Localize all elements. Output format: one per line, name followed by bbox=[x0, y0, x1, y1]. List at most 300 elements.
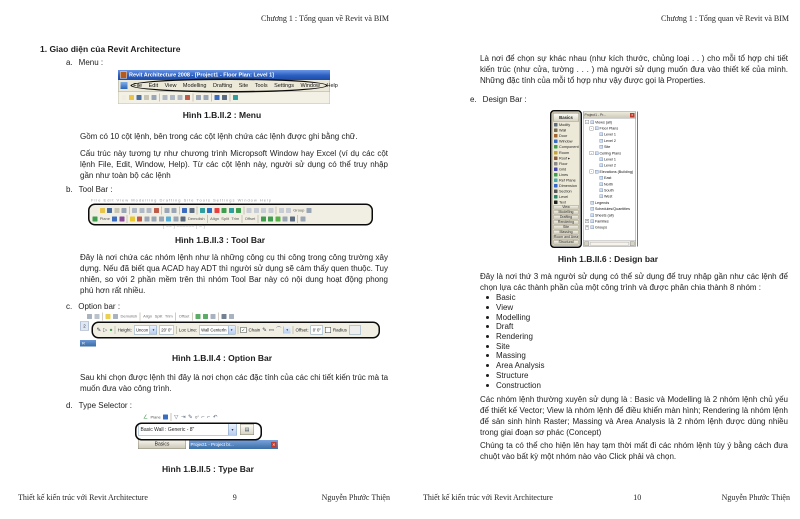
tree-node-icon bbox=[590, 213, 594, 217]
tree-label: Level 2 bbox=[604, 138, 616, 143]
separator bbox=[297, 215, 298, 223]
toolbar-icon bbox=[204, 95, 209, 100]
tree-node-icon bbox=[595, 151, 599, 155]
tool-label: Level bbox=[559, 194, 569, 200]
tool-icon bbox=[554, 129, 558, 133]
tool-icon bbox=[554, 178, 558, 182]
tree-expander-icon: + bbox=[585, 219, 589, 223]
project-browser-titlebar: Project1 - Pr... ✕ bbox=[584, 113, 634, 117]
tree-node-icon bbox=[599, 188, 603, 192]
tree-label: Level 1 bbox=[604, 157, 616, 162]
project-browser-tree bbox=[584, 119, 636, 231]
toolbar-icon bbox=[119, 216, 124, 221]
annotation-oval bbox=[131, 79, 328, 93]
toolbar-label: Offset bbox=[244, 216, 256, 221]
toolbar-row-2 bbox=[93, 215, 369, 224]
separator bbox=[207, 215, 208, 223]
toolbar-glyph-icon: ⇥ bbox=[180, 413, 186, 420]
toolbar-icon bbox=[93, 208, 98, 213]
separator bbox=[161, 206, 162, 214]
tree-expander-icon: - bbox=[590, 151, 593, 155]
tool-label: Lines bbox=[559, 172, 569, 177]
toolbar-label: Align bbox=[143, 314, 153, 319]
tree-label: Sheets (all) bbox=[595, 212, 614, 218]
item-e-letter: e. bbox=[470, 95, 477, 104]
dropdown-arrow-icon: ▾ bbox=[150, 326, 157, 334]
item-b-toolbar bbox=[66, 185, 112, 194]
tree-node-icon bbox=[590, 219, 594, 223]
separator bbox=[211, 94, 212, 102]
bullet-icon bbox=[486, 296, 489, 299]
toolbar-icon bbox=[132, 208, 137, 213]
figure-caption-toolbar: Hình 1.B.II.3 : Tool Bar bbox=[174, 235, 266, 245]
toolbar-icon bbox=[261, 208, 266, 213]
page-footer bbox=[18, 493, 390, 502]
toolbar-icon bbox=[113, 314, 118, 319]
footer-author: Nguyễn Phước Thiện bbox=[321, 493, 390, 502]
paragraph: Chúng ta có thể cho hiện lên hay tạm thời mất đi các nhóm lệnh tùy ý bằng cách đưa chuột vào bất kỳ một nhóm nào vào Click phải và chọn. bbox=[480, 441, 788, 461]
toolbar-icon bbox=[130, 216, 135, 221]
design-tab-rendering: Rendering bbox=[554, 220, 579, 225]
draw-rect-icon: ▭ bbox=[268, 326, 275, 333]
toolbar-icon bbox=[147, 208, 152, 213]
design-tab-structural: Structural bbox=[554, 240, 579, 245]
tool-label: Section bbox=[559, 189, 572, 194]
toolbar-icon bbox=[173, 216, 178, 221]
height-label: Height: bbox=[117, 327, 132, 333]
toolbar-icon bbox=[261, 216, 266, 221]
item-e-title: Design Bar : bbox=[482, 95, 527, 104]
toolbar-icon bbox=[87, 314, 92, 319]
section-title: 1. Giao diện của Revit Architecture bbox=[40, 44, 181, 54]
loc-line-combo: Wall Centerln ▾ bbox=[199, 326, 235, 335]
toolbar-glyph-icon: ∠ bbox=[143, 413, 148, 420]
bullet-label: View bbox=[496, 303, 514, 313]
annotation-box bbox=[135, 423, 262, 441]
item-c-title: Option bar : bbox=[78, 302, 121, 311]
item-e-designbar bbox=[470, 95, 527, 104]
toolbar-icon bbox=[106, 314, 111, 319]
toolbar-icon bbox=[144, 216, 149, 221]
toolbar-label: Plane bbox=[99, 216, 110, 221]
design-bar-tabs bbox=[554, 205, 579, 245]
toolbar-icon bbox=[93, 216, 98, 221]
separator bbox=[243, 206, 244, 214]
tool-icon bbox=[554, 151, 558, 155]
option-bar bbox=[92, 322, 381, 339]
toolbar-icon bbox=[236, 208, 241, 213]
toolbar-icon bbox=[159, 216, 164, 221]
project-icon bbox=[121, 82, 128, 89]
revit-app-icon bbox=[120, 72, 127, 79]
toolbar-label: Split bbox=[154, 314, 163, 319]
bullet-item-rendering bbox=[486, 332, 544, 342]
toolbar-icon bbox=[268, 208, 273, 213]
item-a-letter: a. bbox=[66, 58, 73, 67]
radius-field bbox=[349, 326, 361, 335]
menu-item-modelling: Modelling bbox=[182, 82, 207, 89]
bullet-label: Rendering bbox=[496, 332, 533, 342]
tree-label: Views (all) bbox=[595, 119, 612, 125]
toolbar-icon bbox=[152, 95, 157, 100]
toolbar-icon bbox=[166, 216, 171, 221]
item-c-letter: c. bbox=[66, 302, 73, 311]
menu-item-help: Help bbox=[326, 82, 338, 89]
paragraph: Đây là nơi thứ 3 mà người sử dụng có thể sử dụng để truy nhập gần như các lệnh để chọn lựa các thành phần của một công trình và được phân chia thành 8 nhóm : bbox=[480, 272, 788, 292]
tree-label: Floor Plans bbox=[599, 126, 619, 131]
height-combo: Uncon ▾ bbox=[134, 326, 157, 335]
properties-button: ▤ bbox=[240, 424, 254, 435]
menu-item-tools: Tools bbox=[254, 82, 268, 89]
tree-label: Ceiling Plans bbox=[599, 150, 622, 156]
bullet-icon bbox=[486, 335, 489, 338]
toolbar-icon bbox=[221, 314, 226, 319]
bullet-icon bbox=[486, 364, 489, 367]
toolbar-icon bbox=[137, 95, 142, 100]
footer-book-title: Thiết kế kiến trúc với Revit Architecture bbox=[423, 493, 553, 502]
figure-caption-typeselector: Hình 1.B.II.5 : Type Bar bbox=[162, 464, 254, 474]
separator bbox=[276, 206, 277, 214]
bullet-item-modelling bbox=[486, 312, 544, 322]
draw-arc-icon: ⌒ bbox=[276, 326, 282, 333]
pick-cursor-icon: ▷ bbox=[103, 326, 108, 333]
revit-menubar bbox=[118, 80, 338, 92]
figure-designbar-screenshot bbox=[550, 110, 642, 248]
chapter-header: Chương 1 : Tổng quan về Revit và BIM bbox=[261, 14, 389, 23]
toolbar-icon bbox=[215, 95, 220, 100]
toolbar-icon bbox=[214, 208, 219, 213]
toolbar-icon bbox=[286, 208, 291, 213]
dropdown-arrow-icon: ▾ bbox=[284, 327, 291, 334]
toolbar-glyph-icon: ✎ bbox=[188, 413, 193, 420]
toolbar-icon bbox=[122, 208, 127, 213]
annotation-box bbox=[88, 204, 373, 226]
tool-icon bbox=[554, 173, 558, 177]
toolbar-partial-row bbox=[80, 312, 380, 321]
bullet-item-structure bbox=[486, 371, 544, 381]
footer-book-title: Thiết kế kiến trúc với Revit Architecture bbox=[18, 493, 148, 502]
paragraph: Cấu trúc này tương tự như chương trình Micropsoft Window hay Excel (ví dụ các cột lệnh File, Edit, Window, Help). Từ các cột lệnh này, người sử dụng có thể truy nhập gần như toàn bộ các lệnh bbox=[80, 149, 388, 180]
tree-label: Legends bbox=[595, 200, 610, 205]
toolbar-icon bbox=[122, 95, 127, 100]
bullet-icon bbox=[486, 306, 489, 309]
toolbar-icon bbox=[163, 95, 168, 100]
toolbar-icon bbox=[164, 208, 169, 213]
toolbar-icon bbox=[222, 95, 227, 100]
page-right bbox=[400, 0, 800, 519]
toolbar-icon bbox=[189, 208, 194, 213]
page-number: 10 bbox=[633, 493, 642, 502]
toolbar-icon bbox=[129, 95, 134, 100]
toolbar-icon bbox=[139, 208, 144, 213]
tree-label: Level 2 bbox=[604, 163, 616, 168]
pick-walls-icon: ● bbox=[109, 326, 113, 333]
toolbar-label: Split bbox=[221, 216, 230, 221]
toolbar-icon bbox=[222, 208, 227, 213]
close-icon: ✕ bbox=[630, 113, 634, 117]
bullet-icon bbox=[486, 354, 489, 357]
toolbar-label: Trim bbox=[231, 216, 240, 221]
tool-icon bbox=[554, 156, 558, 160]
toolbar-icon bbox=[254, 208, 259, 213]
tool-icon bbox=[554, 184, 558, 188]
design-tab-view: View bbox=[554, 205, 579, 210]
separator bbox=[140, 312, 141, 320]
separator bbox=[192, 312, 193, 320]
design-groups-bullet-list bbox=[486, 293, 544, 390]
separator bbox=[197, 206, 198, 214]
offset-label: Offset: bbox=[295, 327, 309, 333]
toolbar-icon bbox=[152, 216, 157, 221]
figure-typeselector-screenshot bbox=[138, 412, 278, 458]
separator bbox=[179, 206, 180, 214]
toolbar-glyph-icon: ⌐ bbox=[201, 413, 205, 420]
toolbar-icon bbox=[210, 314, 215, 319]
tree-node-icon bbox=[599, 145, 603, 149]
tool-icon bbox=[554, 162, 558, 166]
toolbar-icon bbox=[300, 216, 305, 221]
menu-item-site: Site bbox=[238, 82, 249, 89]
project-browser-window bbox=[583, 112, 636, 247]
design-bar-panel bbox=[552, 112, 580, 246]
toolbar-icon bbox=[203, 314, 208, 319]
tool-icon bbox=[554, 123, 558, 127]
bullet-label: Site bbox=[496, 341, 510, 351]
bullet-icon bbox=[486, 345, 489, 348]
revit-toolbar-partial bbox=[118, 92, 330, 105]
menu-item-window: Window bbox=[300, 82, 321, 89]
toolbar-label: Plane bbox=[150, 414, 161, 420]
tree-expander-icon: - bbox=[586, 120, 588, 124]
page-number: 9 bbox=[232, 493, 237, 502]
toolbar-icon bbox=[100, 208, 105, 213]
tree-node-icon bbox=[599, 195, 603, 199]
toolbar-label: Trim bbox=[164, 314, 173, 319]
menu-item-view: View bbox=[164, 82, 177, 89]
design-tab-massing: Massing bbox=[554, 230, 579, 235]
dropdown-arrow-icon: ▾ bbox=[228, 424, 237, 435]
page-footer bbox=[423, 493, 790, 502]
paragraph: Đây là nơi chứa các nhóm lệnh như là những công cụ thi công trong công trường xây dựng. Nếu đã biết qua ACAD hay ADT thì người sử dụng sẽ cảm thấy quen thuộc. Tuy nhiên, so với 2 phần mềm trên thì nhóm Tool Bar này có nội dung hoạt động phong phú hơn rất nhiều. bbox=[80, 253, 388, 295]
toolbar-icon bbox=[268, 216, 273, 221]
bullet-label: Draft bbox=[496, 322, 514, 332]
toolbar-icon bbox=[178, 95, 183, 100]
tool-icon bbox=[554, 140, 558, 144]
tree-node-icon bbox=[599, 164, 603, 168]
tree-node-icon bbox=[595, 127, 599, 131]
toolbar-partial-row bbox=[138, 412, 278, 422]
bullet-item-construction bbox=[486, 380, 544, 390]
toolbar-icon bbox=[207, 208, 212, 213]
figure-optionbar-screenshot bbox=[80, 312, 380, 349]
separator bbox=[159, 94, 160, 102]
toolbar-fragment: ( ── ) ────── ( ─ ) bbox=[163, 225, 206, 229]
figure-caption-optionbar: Hình 1.B.II.4 : Option Bar bbox=[171, 353, 273, 363]
toolbar-glyph-icon: ↶ bbox=[212, 413, 218, 420]
toolbar-label: Group bbox=[293, 208, 305, 213]
chain-checkbox: ✓ bbox=[241, 327, 246, 333]
toolbar-label: Demolish bbox=[120, 314, 138, 319]
tool-label: Grid bbox=[559, 166, 567, 172]
bullet-icon bbox=[486, 384, 489, 387]
tree-node-icon bbox=[590, 207, 594, 211]
toolbar-glyph-icon: ▽ bbox=[174, 413, 179, 420]
scroll-left-icon bbox=[585, 241, 590, 246]
toolbar-icon bbox=[172, 208, 177, 213]
separator bbox=[175, 312, 176, 320]
separator bbox=[102, 312, 103, 320]
offset-field: 0' 0" bbox=[312, 327, 321, 333]
tool-icon bbox=[554, 167, 558, 171]
toolbar-icon bbox=[112, 216, 117, 221]
bullet-item-area-analysis bbox=[486, 361, 544, 371]
bullet-label: Structure bbox=[496, 370, 529, 380]
toolbar-label: 0° bbox=[195, 414, 199, 420]
bullet-item-basic bbox=[486, 293, 544, 303]
bullet-icon bbox=[486, 374, 489, 377]
item-a-title: Menu : bbox=[78, 58, 104, 67]
tool-label: Floor bbox=[559, 161, 568, 166]
toolbar-label: Offset bbox=[178, 314, 190, 319]
toolbar-icon bbox=[170, 95, 175, 100]
tool-label: Dimension bbox=[559, 183, 577, 189]
tool-icon bbox=[554, 145, 558, 149]
project-window-titlebar: Project1 - Project br... ✕ bbox=[189, 440, 278, 449]
tree-label: North bbox=[604, 181, 614, 187]
radius-checkbox bbox=[325, 327, 331, 333]
tree-label: Groups bbox=[595, 225, 608, 230]
separator bbox=[127, 215, 128, 223]
menu-item-file: File bbox=[133, 82, 143, 89]
tool-icon bbox=[554, 190, 558, 194]
separator bbox=[218, 312, 219, 320]
toolbar-icon bbox=[290, 216, 295, 221]
toolbar-icon bbox=[233, 95, 238, 100]
tree-label: West bbox=[604, 194, 613, 199]
tool-label: Component bbox=[559, 144, 579, 150]
scrollbar bbox=[590, 242, 629, 246]
tree-node-icon bbox=[599, 176, 603, 180]
tool-icon bbox=[554, 134, 558, 138]
toolbar-icon bbox=[182, 208, 187, 213]
tree-label: South bbox=[604, 187, 614, 193]
toolbar-icon bbox=[229, 208, 234, 213]
design-tab-room-and-area: Room and Area bbox=[553, 235, 579, 239]
menu-item-settings: Settings bbox=[274, 82, 294, 89]
tool-label: Ref Plane bbox=[559, 177, 576, 183]
mini-menu-text: File Edit View Modelling Drafting Site Tools Settings Window Help bbox=[91, 198, 273, 203]
toolbar-icon bbox=[279, 208, 284, 213]
item-a-menu bbox=[66, 58, 103, 67]
revit-window-title: Revit Architecture 2008 - [Project1 - Floor Plan: Level 1] bbox=[129, 72, 274, 78]
toolbar-icon bbox=[195, 314, 200, 319]
item-d-title: Type Selector : bbox=[78, 401, 133, 410]
separator bbox=[171, 413, 172, 421]
loc-line-label: Loc Line: bbox=[178, 327, 198, 333]
chapter-header: Chương 1 : Tổng quan về Revit và BIM bbox=[661, 14, 789, 23]
bullet-label: Massing bbox=[496, 351, 526, 361]
paragraph: Là nơi để chọn sự khác nhau (như kích thước, chủng loại . . ) cho mỗi tổ hợp chi tiết kiến trúc (như cửa, tường . . . ) mà người sử dụng muốn đưa vào thiết kế của mình. Những đặc tính của mỗi tổ hợp như vậy được gọi là Properties. bbox=[480, 54, 788, 85]
toolbar-icon bbox=[114, 208, 119, 213]
bullet-label: Basic bbox=[496, 293, 516, 303]
type-selector-combo: Basic Wall : Generic - 8" ▾ bbox=[138, 424, 237, 436]
toolbar-icon bbox=[154, 208, 159, 213]
bullet-label: Modelling bbox=[496, 312, 531, 322]
bullet-icon bbox=[486, 325, 489, 328]
tree-label: East bbox=[604, 175, 612, 181]
figure-menu-screenshot bbox=[118, 70, 338, 103]
bullet-item-site bbox=[486, 341, 544, 351]
toolbar-icon bbox=[283, 216, 288, 221]
tree-node-icon bbox=[599, 133, 603, 137]
toolbar-icon bbox=[163, 415, 168, 420]
toolbar-icon bbox=[275, 216, 280, 221]
separator bbox=[241, 215, 242, 223]
item-b-title: Tool Bar : bbox=[78, 185, 113, 194]
tool-label: Modify bbox=[559, 122, 571, 128]
figure-caption-designbar: Hình 1.B.II.6 : Design bar bbox=[557, 254, 659, 264]
design-tab-site: Site bbox=[554, 225, 579, 230]
footer-author: Nguyễn Phước Thiện bbox=[721, 493, 790, 502]
toolbar-icon bbox=[144, 95, 149, 100]
toolbar-glyph-icon: ⌐ bbox=[207, 413, 211, 420]
bullet-icon bbox=[486, 316, 489, 319]
paragraph: Sau khi chọn được lệnh thì đây là nơi chọn các đặc tính của các chi tiết kiến trúc mà ta muốn đưa vào công trình. bbox=[80, 373, 389, 393]
menu-item-drafting: Drafting bbox=[212, 82, 233, 89]
toolbar-row-1 bbox=[93, 206, 369, 215]
separator bbox=[258, 215, 259, 223]
tool-icon bbox=[554, 195, 558, 199]
toolbar-icon bbox=[95, 314, 100, 319]
toolbar-icon bbox=[107, 208, 112, 213]
bullet-label: Area Analysis bbox=[496, 361, 545, 371]
tool-label: Roof ▸ bbox=[559, 155, 570, 161]
window-fragment-icon: 2 bbox=[80, 322, 89, 331]
tree-node-icon bbox=[599, 158, 603, 162]
toolbar-icon bbox=[181, 216, 186, 221]
tool-label: Door bbox=[559, 133, 568, 139]
toolbar-icon bbox=[229, 314, 234, 319]
separator bbox=[230, 94, 231, 102]
toolbar-icon bbox=[196, 95, 201, 100]
tree-node-icon bbox=[590, 120, 594, 124]
toolbar-label: Demolish bbox=[187, 216, 205, 221]
design-tab-basics: Basics bbox=[553, 113, 579, 122]
tree-node-icon bbox=[590, 226, 594, 230]
bullet-item-massing bbox=[486, 351, 544, 361]
tree-label: Level 1 bbox=[604, 132, 616, 137]
bullet-item-view bbox=[486, 303, 544, 313]
tree-label: Elevations (Building) bbox=[599, 169, 634, 174]
item-d-typeselector bbox=[66, 401, 132, 410]
radius-label: Radius bbox=[332, 327, 347, 333]
tree-expander-icon: + bbox=[585, 225, 589, 230]
design-tab-drafting: Drafting bbox=[554, 215, 579, 220]
draw-line-icon: ✎ bbox=[262, 326, 267, 333]
tree-node-icon bbox=[599, 139, 603, 143]
scroll-right-icon bbox=[630, 241, 635, 246]
paragraph: Các nhóm lệnh thường xuyên sử dụng là : Basic và Modelling là 2 nhóm lệnh chủ yếu để thiết kế Vector; View là nhóm lệnh để điều khiển màn hình; Rendering là nhóm lệnh để sản sinh hình Raster; Massing và Area Analysis là 2 nhóm lệnh được dùng nhiều trong giai đoạn sơ phác (Concept) bbox=[480, 395, 788, 437]
tool-label: Room bbox=[559, 150, 570, 155]
browser-title-fragment: R bbox=[80, 340, 96, 347]
toolbar-icon bbox=[247, 208, 252, 213]
design-tab-modelling: Modelling bbox=[554, 210, 579, 215]
tree-label: Schedules/Quantities bbox=[595, 206, 630, 212]
browser-statusbar bbox=[584, 241, 636, 247]
chain-label: Chain bbox=[248, 327, 261, 333]
item-d-letter: d. bbox=[66, 401, 73, 410]
toolbar-icon bbox=[137, 216, 142, 221]
